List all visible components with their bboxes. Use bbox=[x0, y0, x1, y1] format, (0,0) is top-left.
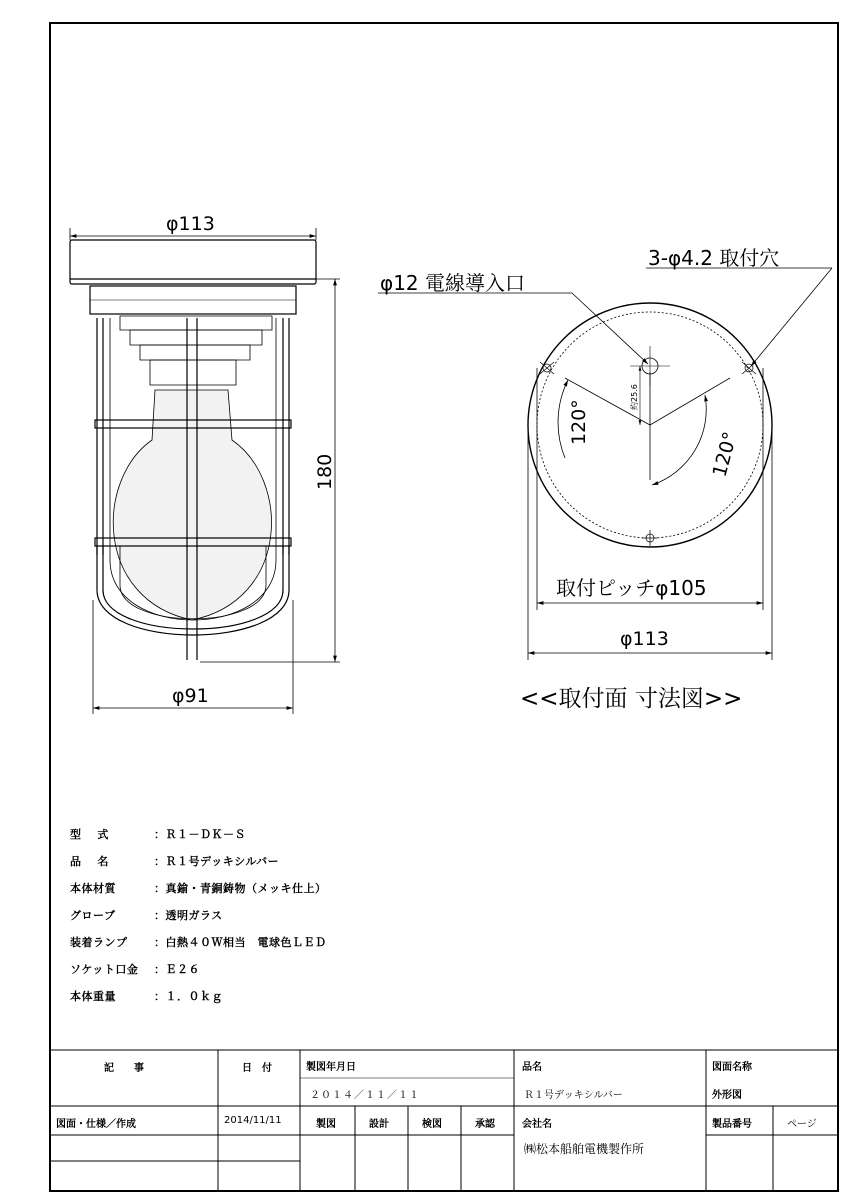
tb-zumen-name-header: 図面名称 bbox=[712, 1062, 752, 1073]
tb-kiji: 記 事 bbox=[104, 1063, 144, 1074]
tb-shonin: 承認 bbox=[475, 1119, 495, 1130]
spec-key: 品 名 bbox=[70, 855, 109, 868]
tb-company-value: ㈱松本船舶電機製作所 bbox=[524, 1142, 645, 1156]
spec-row-weight bbox=[70, 988, 223, 1004]
spec-row-model bbox=[70, 826, 246, 842]
cable-inlet-label: φ12 電線導入口 bbox=[380, 271, 525, 295]
tb-seizu-date-header: 製図年月日 bbox=[306, 1062, 356, 1073]
spec-key: 装着ランプ bbox=[70, 936, 128, 949]
spec-value: ：白熱４０Ｗ相当 電球色ＬＥＤ bbox=[154, 936, 327, 949]
mount-view-title: <<取付面 寸法図>> bbox=[520, 686, 743, 712]
tb-seizu-date-value: ２０１４／１１／１１ bbox=[310, 1090, 420, 1101]
front-dim-bottom-label: φ91 bbox=[172, 685, 209, 707]
spec-value: ：１．０ｋｇ bbox=[154, 990, 223, 1003]
spec-row-lamp bbox=[70, 934, 327, 950]
mount-holes-label: 3-φ4.2 取付穴 bbox=[648, 246, 780, 270]
spec-key: 本体重量 bbox=[70, 990, 116, 1003]
spec-key: 型 式 bbox=[70, 828, 109, 841]
spec-row-material bbox=[70, 880, 327, 896]
angle-left-label: 120° bbox=[568, 399, 590, 445]
front-view-lamp bbox=[70, 240, 316, 660]
tb-seizu: 製図 bbox=[316, 1119, 336, 1130]
pitch-label: 取付ピッチφ105 bbox=[556, 576, 707, 600]
spec-value: ：Ｒ１－ＤＫ－Ｓ bbox=[154, 828, 246, 841]
spec-value: ：真鍮・青銅鋳物（メッキ仕上） bbox=[154, 882, 327, 895]
spec-key: 本体材質 bbox=[70, 882, 116, 895]
tb-zumen-name-value: 外形図 bbox=[712, 1090, 742, 1101]
spec-value: ：Ｅ２６ bbox=[154, 963, 200, 976]
offset-label: 約25.6 bbox=[630, 384, 639, 410]
tb-company-header: 会社名 bbox=[522, 1119, 552, 1130]
outer-dim-label: φ113 bbox=[620, 628, 669, 650]
spec-row-name bbox=[70, 853, 279, 869]
tb-kenzu: 検図 bbox=[422, 1119, 442, 1130]
spec-key: グローブ bbox=[70, 909, 116, 922]
spec-row-socket bbox=[70, 961, 200, 977]
tb-page: ページ bbox=[787, 1119, 817, 1130]
tb-date-value: 2014/11/11 bbox=[224, 1115, 282, 1126]
spec-value: ：透明ガラス bbox=[154, 909, 223, 922]
spec-value: ：Ｒ１号デッキシルバー bbox=[154, 855, 280, 868]
tb-zumen-spec: 図面・仕様／作成 bbox=[56, 1119, 136, 1130]
tb-product-no: 製品番号 bbox=[712, 1119, 752, 1130]
tb-hizuke: 日 付 bbox=[242, 1063, 272, 1074]
front-dim-top-label: φ113 bbox=[166, 213, 215, 235]
spec-row-globe bbox=[70, 907, 223, 923]
angle-right-label: 120° bbox=[708, 429, 742, 480]
spec-key: ソケット口金 bbox=[70, 963, 139, 976]
front-dim-height-label: 180 bbox=[314, 453, 336, 490]
tb-sekkei: 設計 bbox=[369, 1119, 389, 1130]
mount-face-view bbox=[528, 303, 772, 547]
tb-hinmei-value: Ｒ１号デッキシルバー bbox=[524, 1090, 623, 1101]
tb-hinmei-header: 品名 bbox=[522, 1062, 542, 1073]
